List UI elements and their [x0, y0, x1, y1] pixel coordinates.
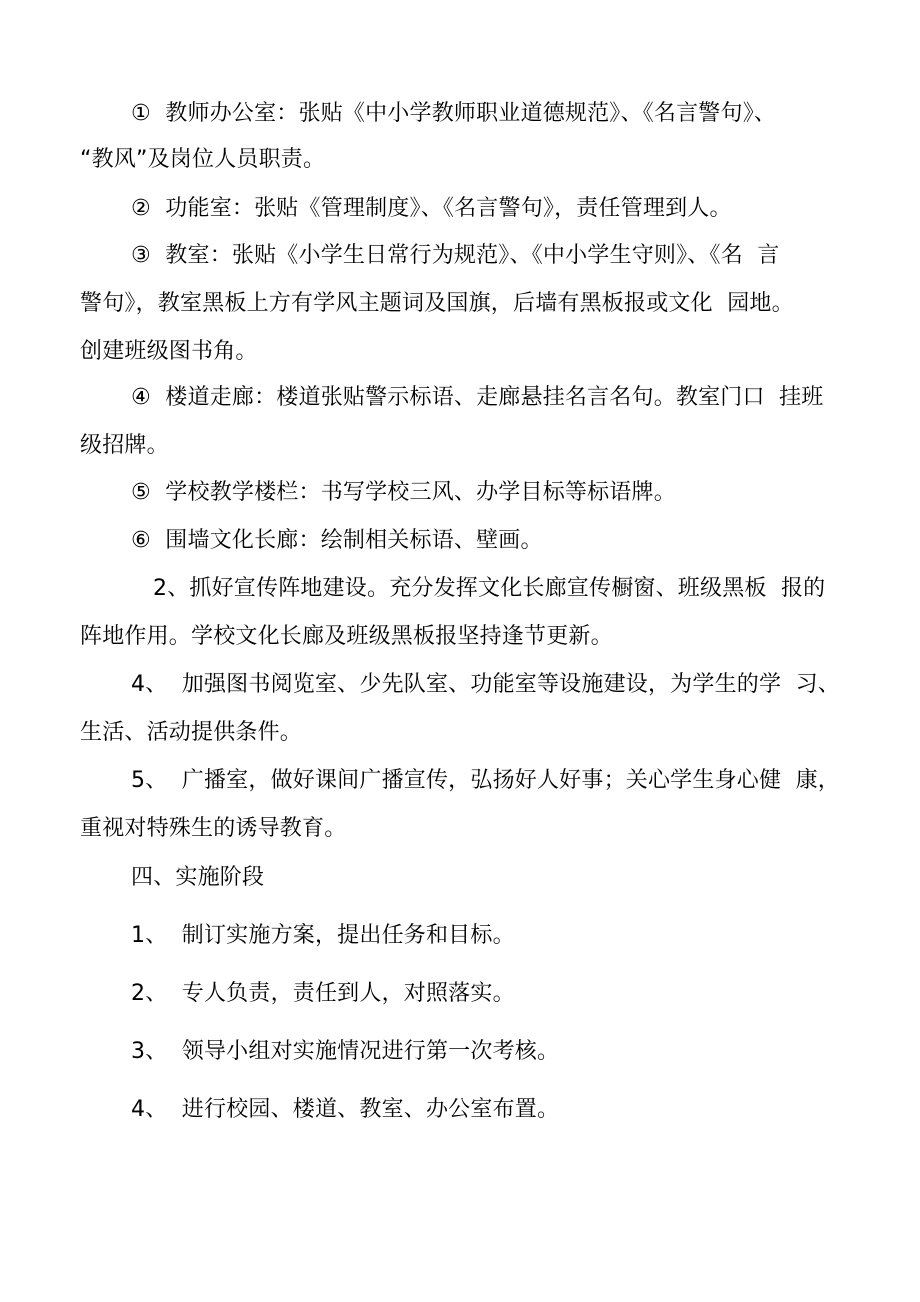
text-line: ④ 楼道走廊：楼道张贴警示标语、走廊悬挂名言名句。教室门口 挂班	[131, 385, 824, 410]
text-line: 4、 加强图书阅览室、少先队室、功能室等设施建设，为学生的学 习、	[131, 672, 840, 697]
list-item: 3、 领导小组对实施情况进行第一次考核。	[131, 1039, 560, 1064]
text-line: ② 功能室：张贴《管理制度》、《名言警句》，责任管理到人。	[131, 196, 732, 221]
text-line: 2、抓好宣传阵地建设。充分发挥文化长廊宣传橱窗、班级黑板 报的	[153, 576, 826, 601]
section-heading: 四、实施阶段	[131, 865, 265, 890]
list-item: 2、 专人负责，责任到人，对照落实。	[131, 981, 515, 1006]
text-line: 5、 广播室，做好课间广播宣传，弘扬好人好事；关心学生身心健 康，	[131, 768, 840, 793]
text-line: 创建班级图书角。	[80, 339, 258, 364]
text-line: 重视对特殊生的诱导教育。	[80, 816, 347, 841]
text-line: ① 教师办公室：张贴《中小学教师职业道德规范》、《名言警句》、	[131, 101, 777, 126]
text-line: ⑥ 围墙文化长廊：绘制相关标语、壁画。	[131, 528, 543, 553]
text-line: 阵地作用。学校文化长廊及班级黑板报坚持逢节更新。	[80, 624, 613, 649]
text-line: ③ 教室：张贴《小学生日常行为规范》、《中小学生守则》、《名 言	[131, 243, 780, 268]
text-line: ⑤ 学校教学楼栏：书写学校三风、办学目标等标语牌。	[131, 480, 676, 505]
text-line: 警句》，教室黑板上方有学风主题词及国旗，后墙有黑板报或文化 园地。	[80, 291, 794, 316]
text-line: “教风”及岗位人员职责。	[80, 147, 326, 172]
text-line: 级招牌。	[80, 433, 169, 458]
list-item: 4、 进行校园、楼道、教室、办公室布置。	[131, 1097, 560, 1122]
list-item: 1、 制订实施方案，提出任务和目标。	[131, 923, 515, 948]
text-line: 生活、活动提供条件。	[80, 720, 303, 745]
